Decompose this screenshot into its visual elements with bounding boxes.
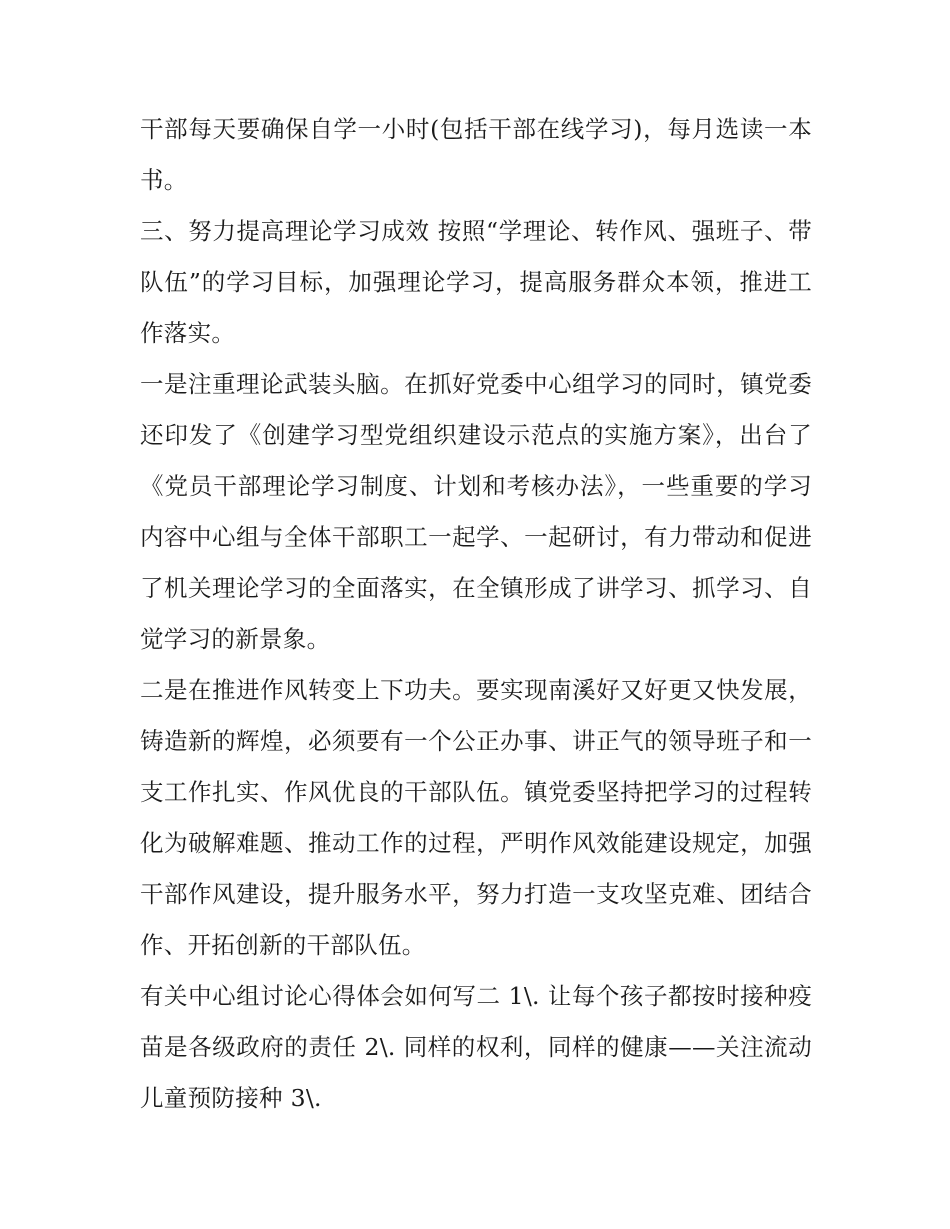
paragraph-theory-study: 一是注重理论武装头脑。在抓好党委中心组学习的同时，镇党委还印发了《创建学习型党组织建设示范点的实施方案》，出台了《党员干部理论学习制度、计划和考核办法》，一些重要的学习内容中心组与全体干部职工一起学、一起研讨，有力带动和促进了机关理论学习的全面落实，在全镇形成了讲学习、抓学习、自觉学习的新景象。 — [140, 370, 812, 653]
paragraph-self-study: 干部每天要确保自学一小时(包括干部在线学习)，每月选读一本书。 — [140, 115, 812, 194]
document-body — [140, 104, 812, 1124]
paragraph-second-topic: 有关中心组讨论心得体会如何写二 1\. 让每个孩子都按时接种疫苗是各级政府的责任 2\. 同样的权利，同样的健康——关注流动儿童预防接种 3\. — [140, 982, 812, 1112]
paragraph-section-three-heading: 三、努力提高理论学习成效 按照“学理论、转作风、强班子、带队伍”的学习目标，加强理论学习，提高服务群众本领，推进工作落实。 — [140, 217, 812, 347]
paragraph-work-style: 二是在推进作风转变上下功夫。要实现南溪好又好更又快发展，铸造新的辉煌，必须要有一个公正办事、讲正气的领导班子和一支工作扎实、作风优良的干部队伍。镇党委坚持把学习的过程转化为破解难题、推动工作的过程，严明作风效能建设规定，加强干部作风建设，提升服务水平，努力打造一支攻坚克难、团结合作、开拓创新的干部队伍。 — [140, 676, 812, 959]
